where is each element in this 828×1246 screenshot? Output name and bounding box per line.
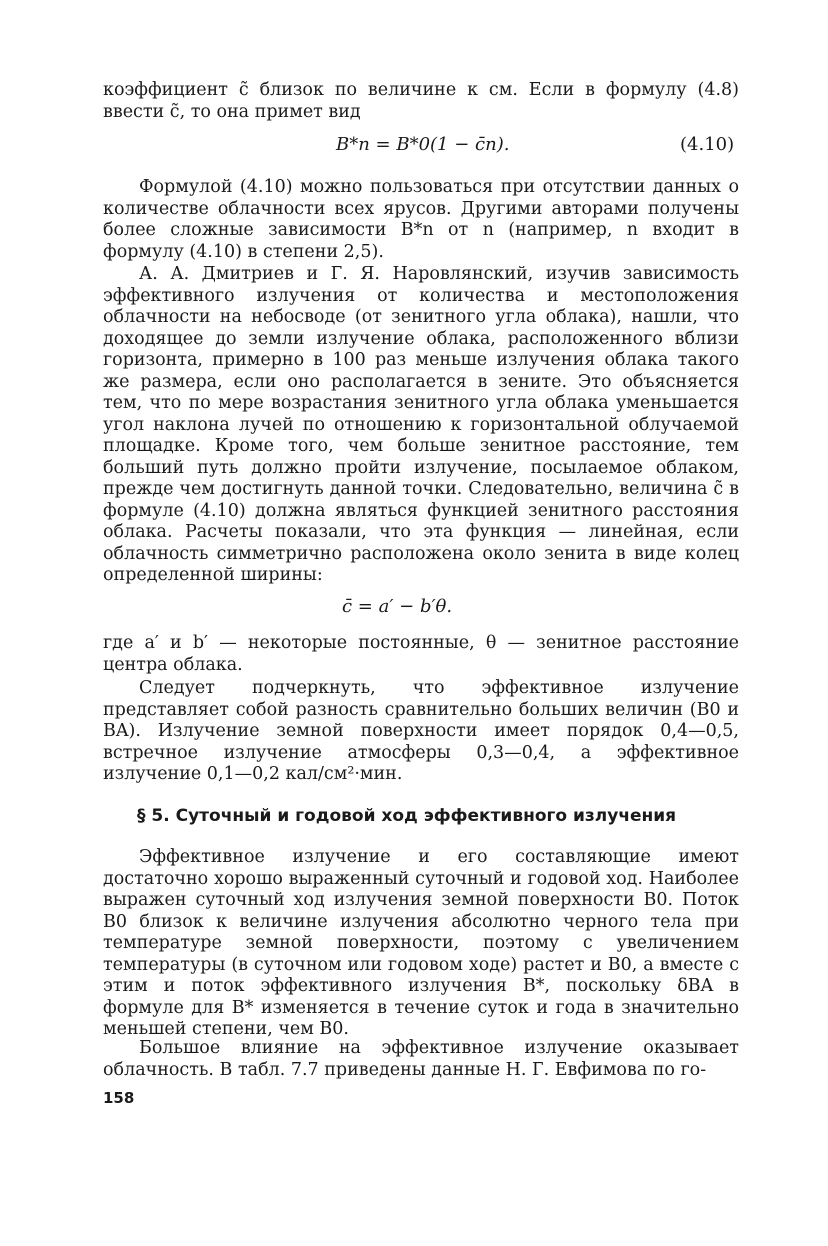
paragraph-dmitriev — [103, 264, 739, 587]
formula-4-10: B*n = B*0(1 − c̄n). — [336, 134, 510, 155]
paragraph-cloudiness — [103, 1038, 739, 1081]
page-number: 158 — [103, 1089, 135, 1107]
paragraph-formula-usage-text: Формулой (4.10) можно пользоваться при отсутствии данных о количестве облачности всех ярусов. Другими авторами получены более сложные зависимости B*n от n (например, n входит в формулу (4.10) в степени 2,5). — [103, 177, 739, 262]
section-heading: § 5. Суточный и годовой ход эффективного излучения — [137, 806, 677, 826]
paragraph-emphasize-text: Следует подчеркнуть, что эффективное излучение представляет собой разность сравнительно больших величин (B0 и BA). Излучение земной поверхности имеет порядок 0,4—0,5, встречное излучение атмосферы 0,3—0,4, а эффективное излучение 0,1—0,2 кал/см²·мин. — [103, 678, 739, 784]
paragraph-dmitriev-text: А. А. Дмитриев и Г. Я. Наровлянский, изучив зависимость эффективного излучения от количества и местоположения облачности на небосводе (от зенитного угла облака), нашли, что доходящее до земли излучение облака, расположенного вблизи горизонта, примерно в 100 раз меньше излучения облака такого же размера, если оно располагается в зените. Это объясняется тем, что по мере возрастания зенитного угла облака уменьшается угол наклона лучей по отношению к горизонтальной облучаемой площадке. Кроме того, чем больше зенитное расстояние, тем больший путь должно пройти излучение, посылаемое облаком, прежде чем достигнуть данной точки. Следовательно, величина c̃ в формуле (4.10) должна являться функцией зенитного расстояния облака. Расчеты показали, что эта функция — линейная, если облачность симметрично расположена около зенита в виде колец определенной ширины: — [103, 264, 739, 585]
paragraph-where-text: где a′ и b′ — некоторые постоянные, θ — зенитное расстояние центра облака. — [103, 633, 739, 675]
paragraph-cloudiness-text: Большое влияние на эффективное излучение оказывает облачность. В табл. 7.7 приведены данные Н. Г. Евфимова по го- — [103, 1038, 739, 1080]
paragraph-daily — [103, 847, 739, 1041]
paragraph-top-text: коэффициент c̃ близок по величине к cм. Если в формулу (4.8) ввести c̃, то она примет вид — [103, 80, 739, 122]
paragraph-emphasize — [103, 678, 739, 786]
paragraph-formula-usage — [103, 177, 739, 263]
formula-linear: c̄ = a′ − b′θ. — [342, 596, 453, 617]
paragraph-top — [103, 80, 739, 123]
paragraph-daily-text: Эффективное излучение и его составляющие имеют достаточно хорошо выраженный суточный и годовой ход. Наиболее выражен суточный ход излучения земной поверхности B0. Поток B0 близок к величине излучения абсолютно черного тела при температуре земной поверхности, поэтому с увеличением температуры (в суточном или годовом ходе) растет и B0, а вместе с этим и поток эффективного излучения B*, поскольку δBA в формуле для B* изменяется в течение суток и года в значительно меньшей степени, чем B0. — [103, 847, 739, 1039]
paragraph-where — [103, 633, 739, 676]
equation-number: (4.10) — [680, 134, 735, 155]
